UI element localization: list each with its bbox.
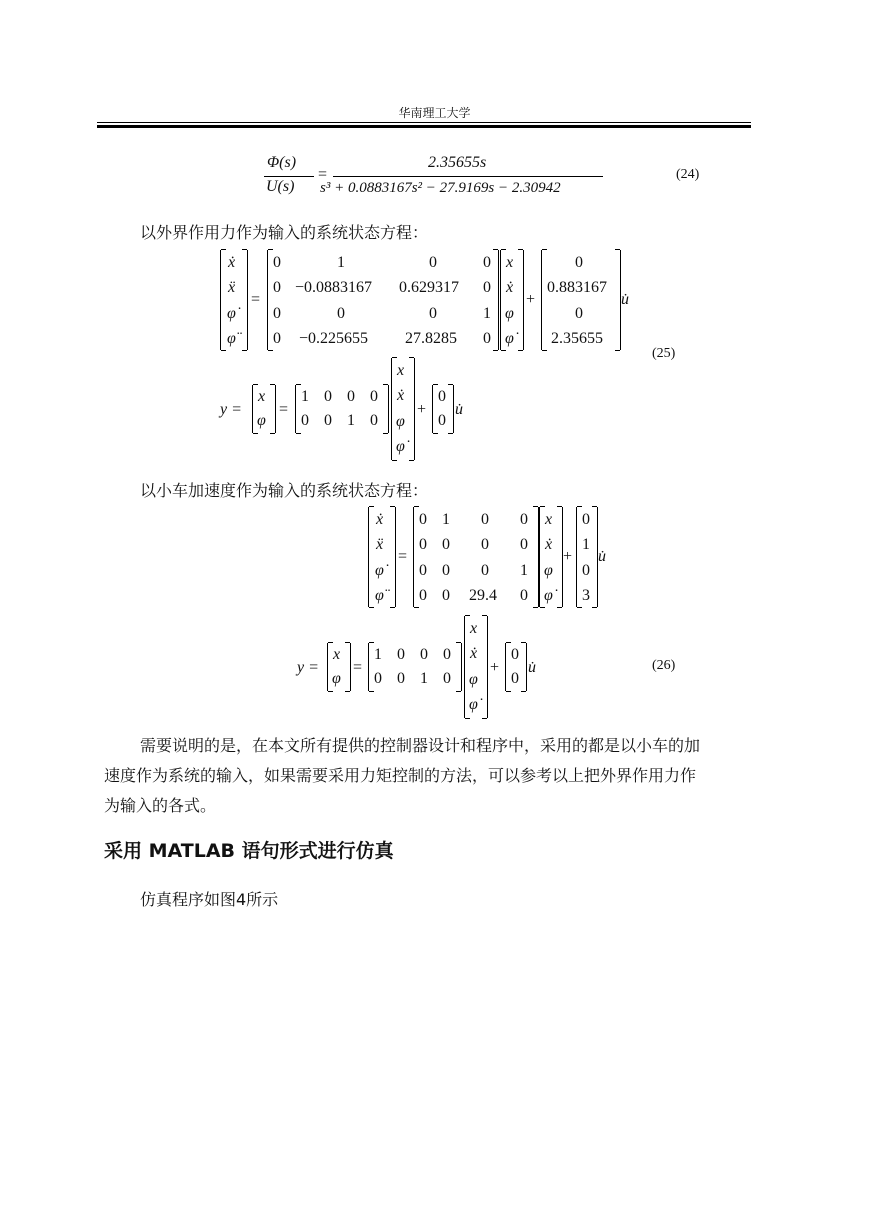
eq24-frac-left bbox=[264, 176, 314, 177]
eq25-d-0: 0 bbox=[438, 388, 446, 405]
eq25-c-cell: 0 bbox=[370, 412, 378, 429]
eq25-a-cell: 0 bbox=[273, 279, 281, 296]
eq25-state-3: φ̈ bbox=[227, 330, 236, 347]
eq25-b-3: 2.35655 bbox=[551, 330, 603, 347]
eq25-x-1: ẋ bbox=[506, 279, 514, 296]
eq26-c-cell: 0 bbox=[374, 670, 382, 687]
eq25-b-1: 0.883167 bbox=[547, 279, 607, 296]
eq25-a-cell: 27.8285 bbox=[405, 330, 457, 347]
eq25-c-cell: 0 bbox=[301, 412, 309, 429]
eq26-b-3: 3 bbox=[582, 587, 590, 604]
paragraph-line-1: 需要说明的是，在本文所有提供的控制器设计和程序中，采用的都是以小车的加 bbox=[140, 736, 701, 755]
eq25-state-1: ẍ bbox=[228, 279, 236, 296]
eq25-x2-2: φ bbox=[396, 413, 405, 430]
eq25-a-cell: 0 bbox=[429, 305, 437, 322]
eq26-a-cell: 0 bbox=[442, 536, 450, 553]
eq25-b-2: 0 bbox=[575, 305, 583, 322]
eq26-c-cell: 0 bbox=[443, 670, 451, 687]
eq25-state-0: ẋ bbox=[228, 254, 236, 271]
equation-24 bbox=[250, 150, 730, 206]
eq26-state-1: ẍ bbox=[376, 536, 384, 553]
eq24-equals: = bbox=[318, 166, 328, 183]
eq26-y-lhs: y = bbox=[297, 659, 319, 676]
text-accel-input: 以小车加速度作为输入的系统状态方程： bbox=[140, 481, 429, 500]
eq25-c-cell: 1 bbox=[347, 412, 355, 429]
eq26-c-cell: 0 bbox=[420, 646, 428, 663]
eq26-b-1: 1 bbox=[582, 536, 590, 553]
eq26-y-0: x bbox=[333, 646, 341, 663]
eq25-x-0: x bbox=[506, 254, 514, 271]
eq26-x-1: ẋ bbox=[545, 536, 553, 553]
eq26-x2-0: x bbox=[470, 620, 478, 637]
eq26-a-cell: 1 bbox=[520, 562, 528, 579]
text-force-input: 以外界作用力作为输入的系统状态方程： bbox=[140, 223, 429, 242]
eq25-c-cell: 1 bbox=[301, 388, 309, 405]
eq26-a-cell: 0 bbox=[520, 587, 528, 604]
eq25-u: u̇ bbox=[621, 291, 629, 308]
equation-25 bbox=[220, 250, 640, 350]
eq26-a-cell: 29.4 bbox=[469, 587, 497, 604]
eq24-frac-right bbox=[333, 176, 603, 177]
eq26-a-cell: 1 bbox=[442, 511, 450, 528]
eq24-den-left: U(s) bbox=[266, 178, 295, 195]
eq25-c-cell: 0 bbox=[324, 412, 332, 429]
eq26-d-1: 0 bbox=[511, 670, 519, 687]
eq25-a-cell: 1 bbox=[337, 254, 345, 271]
eq24-num-right: 2.35655s bbox=[428, 154, 487, 171]
eq25-state-2: φ̇ bbox=[227, 305, 236, 322]
eq26-a-cell: 0 bbox=[419, 511, 427, 528]
eq26-plus: + bbox=[563, 548, 573, 565]
eq25-equals: = bbox=[251, 291, 261, 308]
eq26-state-2: φ̇ bbox=[375, 562, 384, 579]
eq25-y-1: φ bbox=[257, 412, 266, 429]
page-header: 华南理工大学 bbox=[398, 106, 471, 120]
paragraph-line-3: 为输入的各式。 bbox=[104, 796, 217, 815]
eq25-a-cell: 0 bbox=[273, 330, 281, 347]
eq26-u: u̇ bbox=[598, 548, 606, 565]
eq26-number: (26) bbox=[652, 658, 676, 673]
eq25-a-cell: 0 bbox=[337, 305, 345, 322]
eq26-a-cell: 0 bbox=[481, 562, 489, 579]
header-rule-thin bbox=[97, 122, 751, 123]
eq25-y-equals: = bbox=[279, 401, 289, 418]
eq25-c-cell: 0 bbox=[324, 388, 332, 405]
eq24-den-right: s³ + 0.0883167s² − 27.9169s − 2.30942 bbox=[320, 180, 561, 196]
eq25-a-cell: 0 bbox=[483, 254, 491, 271]
eq24-number: (24) bbox=[676, 167, 700, 182]
eq26-c-cell: 0 bbox=[443, 646, 451, 663]
eq26-equals: = bbox=[398, 548, 408, 565]
paragraph-line-2: 速度作为系统的输入，如果需要采用力矩控制的方法，可以参考以上把外界作用力作 bbox=[104, 766, 697, 785]
eq26-y-plus: + bbox=[490, 659, 500, 676]
eq25-plus: + bbox=[526, 291, 536, 308]
eq25-a-cell: 0 bbox=[429, 254, 437, 271]
eq25-a-cell: 0 bbox=[483, 330, 491, 347]
eq26-b-2: 0 bbox=[582, 562, 590, 579]
eq26-a-cell: 0 bbox=[481, 511, 489, 528]
eq25-x2-3: φ̇ bbox=[396, 438, 405, 455]
eq25-y-0: x bbox=[258, 388, 266, 405]
eq26-a-cell: 0 bbox=[419, 536, 427, 553]
eq26-a-cell: 0 bbox=[419, 562, 427, 579]
eq26-y-1: φ bbox=[332, 670, 341, 687]
eq26-x-0: x bbox=[545, 511, 553, 528]
eq25-x2-1: ẋ bbox=[397, 387, 405, 404]
eq25-a-cell: 0 bbox=[273, 305, 281, 322]
eq26-y-u: u̇ bbox=[528, 659, 536, 676]
eq25-c-cell: 0 bbox=[370, 388, 378, 405]
eq26-a-cell: 0 bbox=[520, 511, 528, 528]
eq26-a-cell: 0 bbox=[442, 562, 450, 579]
eq26-c-cell: 1 bbox=[420, 670, 428, 687]
eq25-a-cell: −0.225655 bbox=[299, 330, 369, 347]
eq26-a-cell: 0 bbox=[520, 536, 528, 553]
header-rule-thick bbox=[97, 125, 751, 128]
eq26-state-0: ẋ bbox=[376, 511, 384, 528]
eq25-x-3: φ̇ bbox=[505, 330, 514, 347]
eq25-d-1: 0 bbox=[438, 412, 446, 429]
eq25-b-0: 0 bbox=[575, 254, 583, 271]
eq26-a-cell: 0 bbox=[442, 587, 450, 604]
eq25-a-cell: 0 bbox=[273, 254, 281, 271]
eq25-c-cell: 0 bbox=[347, 388, 355, 405]
eq26-c-cell: 0 bbox=[397, 646, 405, 663]
eq26-c-cell: 0 bbox=[397, 670, 405, 687]
output-equation-26 bbox=[297, 616, 557, 720]
eq26-x2-2: φ bbox=[469, 671, 478, 688]
eq25-y-lhs: y = bbox=[220, 401, 242, 418]
eq25-a-cell: 0.629317 bbox=[399, 279, 459, 296]
eq25-y-u: u̇ bbox=[455, 401, 463, 418]
eq25-a-cell: 0 bbox=[483, 279, 491, 296]
eq25-a-cell: 1 bbox=[483, 305, 491, 322]
output-equation-25 bbox=[220, 358, 480, 462]
eq26-a-cell: 0 bbox=[419, 587, 427, 604]
eq26-x2-3: φ̇ bbox=[469, 696, 478, 713]
eq25-x2-0: x bbox=[397, 362, 405, 379]
section-title: 采用 MATLAB 语句形式进行仿真 bbox=[104, 840, 394, 862]
eq25-number: (25) bbox=[652, 346, 676, 361]
eq26-b-0: 0 bbox=[582, 511, 590, 528]
eq26-d-0: 0 bbox=[511, 646, 519, 663]
eq26-c-cell: 1 bbox=[374, 646, 382, 663]
eq25-a-cell: −0.0883167 bbox=[295, 279, 373, 296]
eq26-x-3: φ̇ bbox=[544, 587, 553, 604]
eq24-num-left: Φ(s) bbox=[267, 154, 297, 171]
eq26-y-equals: = bbox=[353, 659, 363, 676]
equation-26 bbox=[368, 507, 618, 607]
eq26-x-2: φ bbox=[544, 562, 553, 579]
eq26-a-cell: 0 bbox=[481, 536, 489, 553]
eq25-y-plus: + bbox=[417, 401, 427, 418]
eq26-x2-1: ẋ bbox=[470, 645, 478, 662]
eq25-x-2: φ bbox=[505, 305, 514, 322]
eq26-state-3: φ̈ bbox=[375, 587, 384, 604]
text-simulation-program: 仿真程序如图4所示 bbox=[140, 890, 279, 909]
